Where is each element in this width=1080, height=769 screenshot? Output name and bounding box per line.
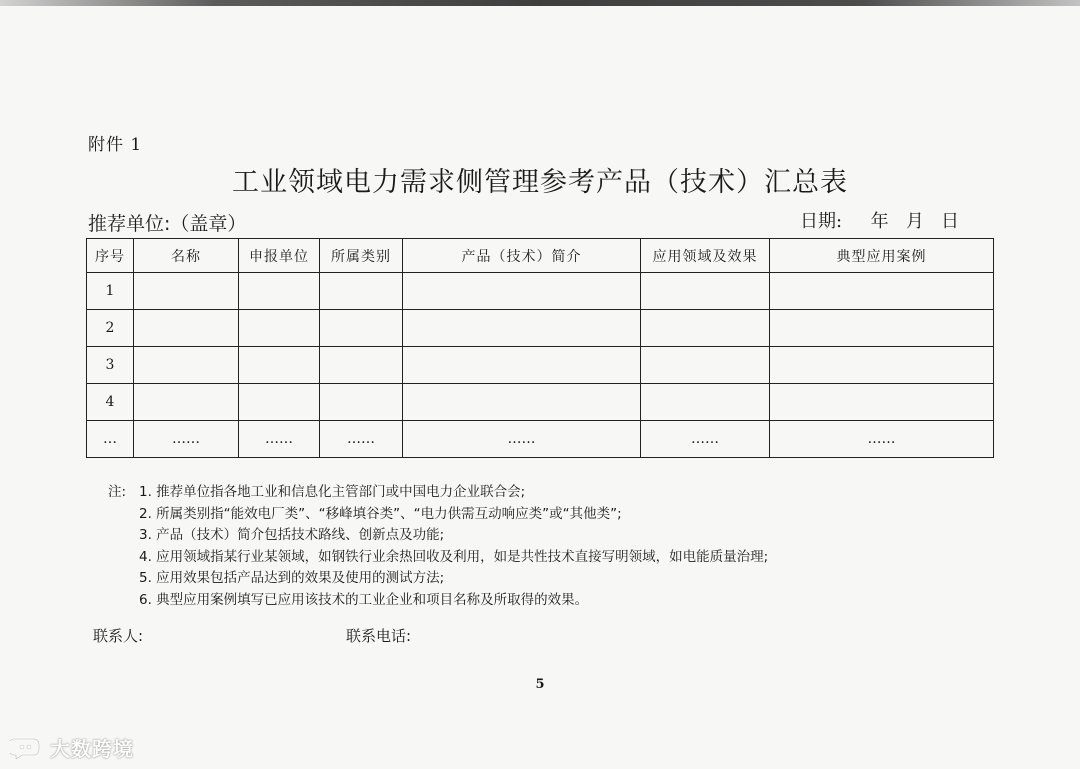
- date-line: 日期: 年 月 日: [800, 211, 960, 232]
- table-cell: ……: [239, 421, 320, 458]
- table-cell: 2: [87, 310, 134, 347]
- summary-table: [86, 238, 994, 458]
- table-cell: [403, 347, 641, 384]
- table-header-row: [87, 239, 994, 273]
- table-cell: …: [87, 421, 134, 458]
- speech-bubble-logo-icon: [10, 735, 44, 761]
- note-text: 2. 所属类别指“能效电厂类”、“移峰填谷类”、“电力供需互动响应类”或“其他类”;: [139, 505, 622, 522]
- table-cell: 4: [87, 384, 134, 421]
- recommender-label: 推荐单位:（盖章）: [88, 213, 247, 235]
- table-cell: [641, 310, 770, 347]
- table-row: [87, 273, 994, 310]
- contact-phone-label: 联系电话:: [346, 627, 412, 645]
- table-cell: ……: [641, 421, 770, 458]
- header-application: 应用领域及效果: [641, 239, 770, 273]
- note-item: [108, 568, 768, 590]
- header-name: 名称: [134, 239, 239, 273]
- header-applicant: 申报单位: [239, 239, 320, 273]
- notes-lead: 注:: [108, 484, 127, 500]
- table-row: [87, 310, 994, 347]
- table-cell: [134, 310, 239, 347]
- table-cell: [770, 273, 994, 310]
- table-row: [87, 384, 994, 421]
- page-number: 5: [535, 677, 545, 692]
- table-row: [87, 347, 994, 384]
- table-cell: ……: [403, 421, 641, 458]
- table-cell: [403, 310, 641, 347]
- table-cell: [641, 384, 770, 421]
- table-cell: [134, 273, 239, 310]
- note-item: [108, 547, 768, 569]
- table-cell: [239, 347, 320, 384]
- table-cell: [770, 310, 994, 347]
- contact-person-label: 联系人:: [93, 627, 144, 645]
- header-intro: 产品（技术）简介: [403, 239, 641, 273]
- table-cell: [641, 273, 770, 310]
- scan-edge-shadow: [0, 0, 1080, 6]
- table-cell: [320, 347, 403, 384]
- header-category: 所属类别: [320, 239, 403, 273]
- note-text: 5. 应用效果包括产品达到的效果及使用的测试方法;: [139, 570, 445, 586]
- header-seq: 序号: [87, 239, 134, 273]
- table-cell: [770, 384, 994, 421]
- table-cell: [239, 273, 320, 310]
- table-cell: 1: [87, 273, 134, 310]
- table-cell: [320, 310, 403, 347]
- table-cell: [641, 347, 770, 384]
- notes-section: [108, 482, 768, 611]
- table-cell: [770, 347, 994, 384]
- table-cell: [320, 273, 403, 310]
- note-item: [108, 525, 768, 547]
- table-cell: [239, 310, 320, 347]
- note-text: 6. 典型应用案例填写已应用该技术的工业企业和项目名称及所取得的效果。: [139, 591, 589, 608]
- header-cases: 典型应用案例: [770, 239, 994, 273]
- note-item: [108, 590, 768, 612]
- table-cell: [320, 384, 403, 421]
- table-cell: [403, 384, 641, 421]
- note-item: [108, 504, 768, 526]
- table-cell: [403, 273, 641, 310]
- table-cell: ……: [320, 421, 403, 458]
- attachment-label: 附件 1: [88, 135, 143, 155]
- note-text: 1. 推荐单位指各地工业和信息化主管部门或中国电力企业联合会;: [139, 484, 526, 500]
- note-text: 4. 应用领域指某行业某领域，如钢铁行业余热回收及利用，如是共性技术直接写明领域，如电能质量治理;: [139, 548, 769, 565]
- table-row: [87, 421, 994, 458]
- watermark-text: 大数跨境: [50, 737, 134, 761]
- table-cell: ……: [134, 421, 239, 458]
- table-cell: [134, 347, 239, 384]
- table-cell: [134, 384, 239, 421]
- watermark: [10, 733, 134, 762]
- note-item: [108, 482, 768, 504]
- table-cell: 3: [87, 347, 134, 384]
- table-cell: [239, 384, 320, 421]
- note-text: 3. 产品（技术）简介包括技术路线、创新点及功能;: [139, 527, 445, 543]
- page-title: 工业领域电力需求侧管理参考产品（技术）汇总表: [232, 167, 848, 198]
- table-cell: ……: [770, 421, 994, 458]
